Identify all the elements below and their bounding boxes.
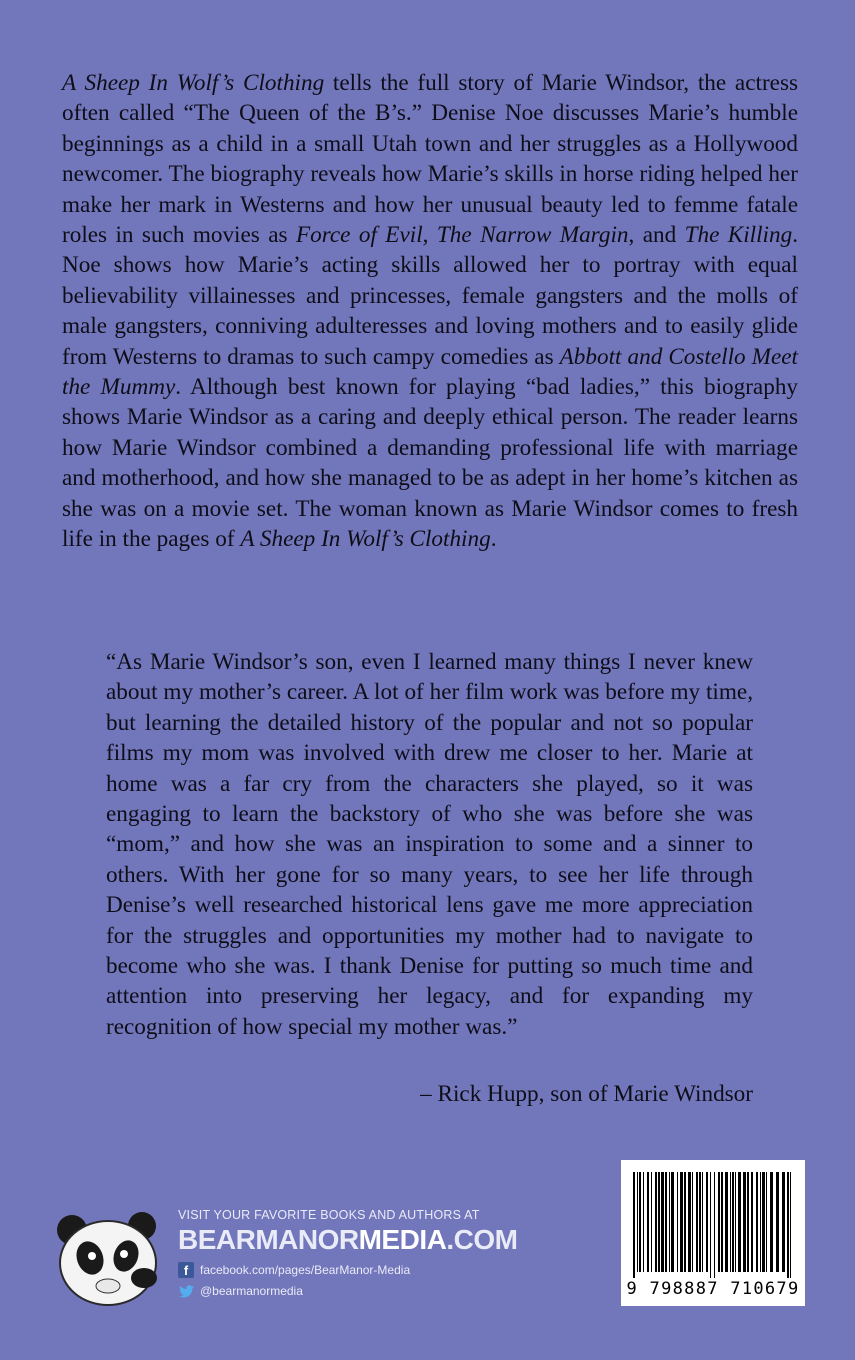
film-title: Abbott and Costello Meet the Mummy [62, 343, 799, 401]
barcode-bar [725, 1172, 728, 1272]
isbn-barcode [621, 1160, 805, 1306]
barcode-bar [762, 1172, 765, 1272]
book-description: A Sheep In Wolf’s Clothing tells the full story of Marie Windsor, the actress often called “The Queen of the B’s.” Denise Noe discusses Marie’s humble beginnings as a child in a small Utah town and her struggles as a Hollywood newcomer. The biography reveals how Marie’s skills in horse riding helped her make her mark in Westerns and how her unusual beauty led to femme fatale roles in such movies as Force of Evil, The Narrow Margin, and The Killing. Noe shows how Marie’s acting skills allowed her to portray with equal believability villainesses and princesses, female gangsters and the molls of male gangsters, conniving adulteresses and loving mothers and to easily glide from Westerns to dramas to such campy comedies as Abbott and Costello Meet the Mummy. Although best known for playing “bad ladies,” this biography shows Marie Windsor as a caring and deeply ethical person. The reader learns how Marie Windsor combined a demanding professional life with marriage and motherhood, and how she managed to be as adept in her home’s kitchen as she was on a movie set. The woman known as Marie Windsor comes to fresh life in the pages of A Sheep In Wolf’s Clothing. [62, 70, 799, 553]
book-title: A Sheep In Wolf’s Clothing [240, 526, 491, 553]
barcode-bar [710, 1172, 711, 1278]
barcode-bars [631, 1172, 795, 1278]
barcode-bar [743, 1172, 746, 1272]
book-title: A Sheep In Wolf’s Clothing [62, 70, 325, 96]
barcode-bar [760, 1172, 761, 1272]
barcode-bar [669, 1172, 670, 1272]
testimonial-quote: “As Marie Windsor’s son, even I learned many things I never knew about my mother’s career. A lot of her film work was before my time, but learning the detailed history of the popular and not so popular films my mom was involved with drew me closer to her. Marie at home was a far cry from the characters she played, so it was engaging to learn the backstory of who she was before she was “mom,” and how she was an inspiration to some and a sinner to others. With her gone for so many years, to see her life through Denise’s well researched historical lens gave me more appreciation for the struggles and opportunities my mother had to navigate to become who she was. I thank Denise for putting so much time and attention into preserving her legacy, and for expanding my recognition of how special my mother was.” [106, 649, 753, 1040]
barcode-bar [665, 1172, 667, 1272]
barcode-bar [732, 1172, 734, 1272]
facebook-icon: f [178, 1262, 194, 1278]
barcode-bar [658, 1172, 660, 1272]
film-title: The Narrow Margin [436, 222, 629, 249]
testimonial-attribution: – Rick Hupp, son of Marie Windsor [420, 1081, 753, 1107]
film-title: The Killing [684, 222, 793, 249]
barcode-bar [735, 1172, 736, 1272]
barcode-bar [747, 1172, 749, 1272]
barcode-bar [699, 1172, 701, 1272]
barcode-bar [782, 1172, 785, 1272]
facebook-link[interactable]: f facebook.com/pages/BearManor-Media [178, 1262, 517, 1278]
barcode-bar [639, 1172, 641, 1272]
barcode-bar [651, 1172, 652, 1272]
barcode-bar [688, 1172, 691, 1272]
panda-logo-icon [52, 1208, 164, 1310]
barcode-bar [684, 1172, 686, 1272]
barcode-bar [671, 1172, 674, 1272]
barcode-bar [706, 1172, 708, 1272]
barcode-bar [738, 1172, 741, 1272]
barcode-bar [680, 1172, 683, 1272]
barcode-bar [643, 1172, 644, 1272]
promo-tagline: VISIT YOUR FAVORITE BOOKS AND AUTHORS AT [178, 1208, 480, 1222]
publisher-promo [178, 1208, 517, 1299]
barcode-bar [756, 1172, 758, 1272]
film-title: Force of Evil [295, 222, 423, 249]
publisher-website-link[interactable]: BEARMANORMEDIA.COM [178, 1224, 518, 1255]
barcode-bar [647, 1172, 649, 1272]
barcode-bar [655, 1172, 657, 1272]
barcode-bar [661, 1172, 664, 1272]
barcode-bar [787, 1172, 789, 1278]
barcode-bar [770, 1172, 773, 1272]
barcode-bar [702, 1172, 703, 1272]
barcode-bar [776, 1172, 779, 1272]
barcode-bar [637, 1172, 638, 1272]
barcode-bar [633, 1172, 635, 1278]
twitter-icon [178, 1283, 194, 1299]
barcode-bar [766, 1172, 767, 1272]
isbn-number: 9 798887 710679 [626, 1279, 800, 1299]
twitter-link[interactable]: @bearmanormedia [178, 1283, 517, 1299]
barcode-bar [721, 1172, 723, 1272]
barcode-bar [692, 1172, 693, 1272]
barcode-bar [790, 1172, 791, 1278]
barcode-bar [730, 1172, 731, 1272]
barcode-bar [718, 1172, 720, 1272]
barcode-bar [751, 1172, 753, 1272]
barcode-bar [677, 1172, 678, 1272]
barcode-bar [714, 1172, 715, 1278]
barcode-bar [696, 1172, 698, 1272]
